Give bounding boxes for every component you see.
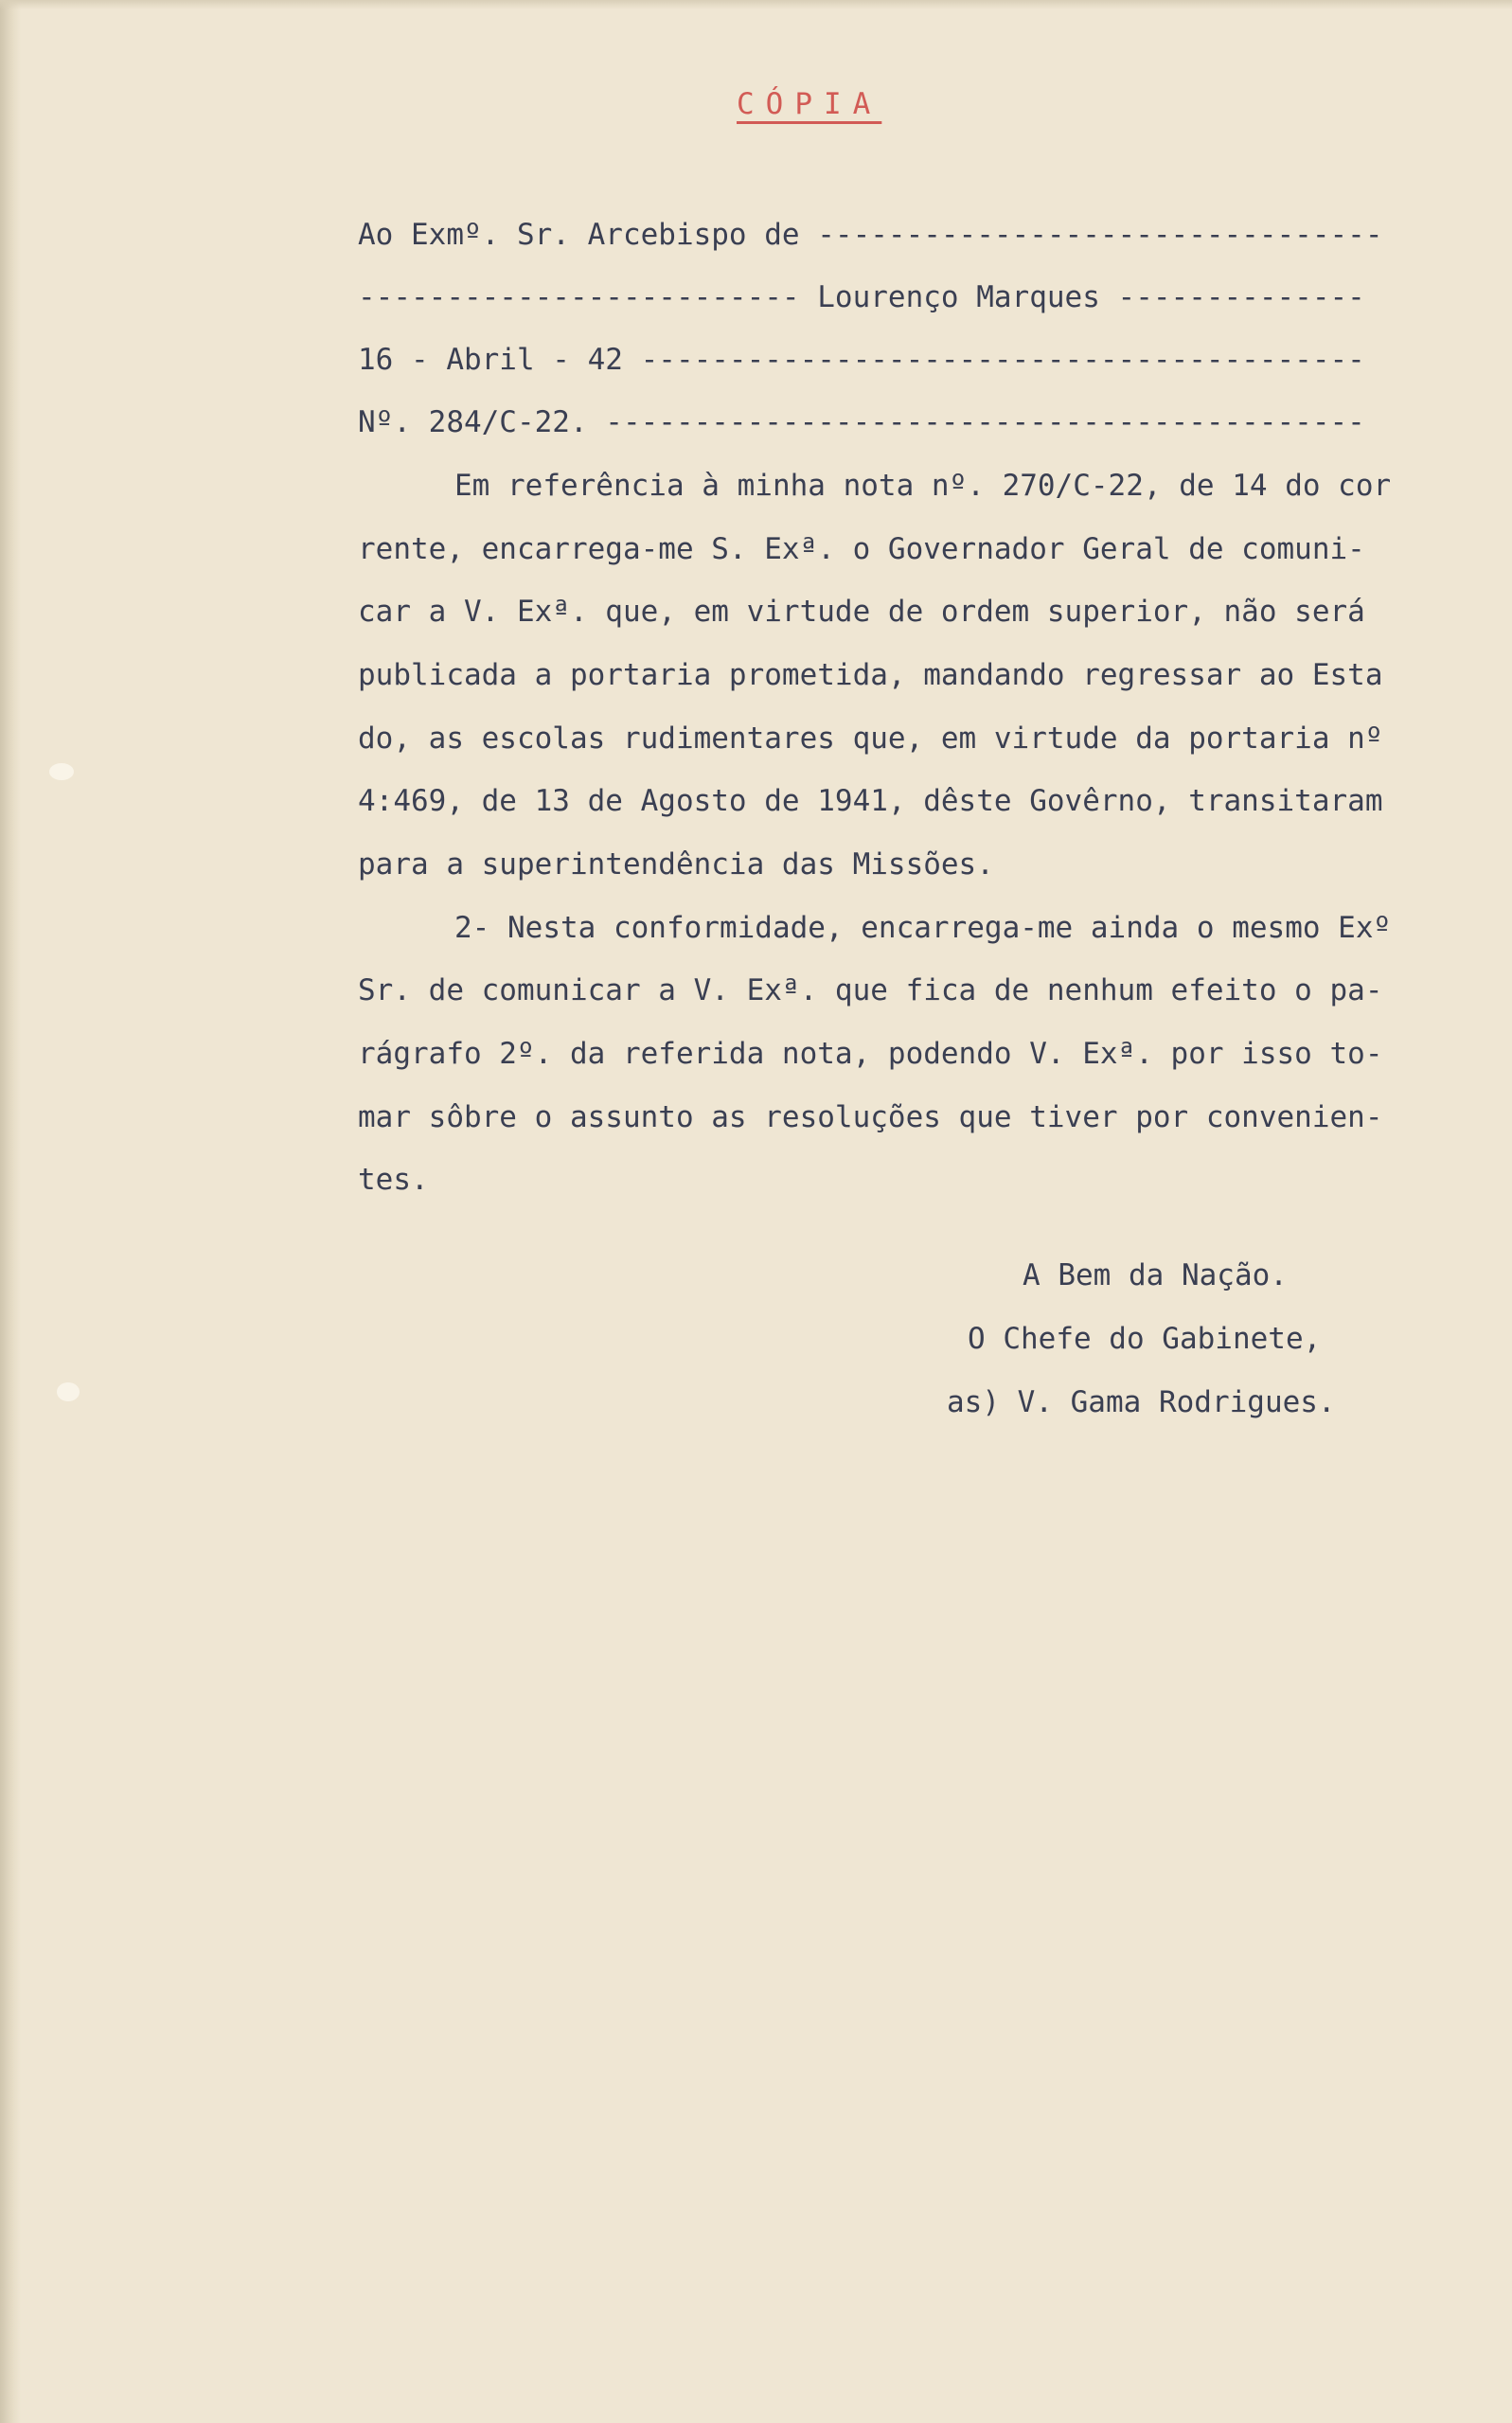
paper-blemish	[49, 763, 74, 780]
paragraph2-line: 2- Nesta conformidade, encarrega-me ainda o mesmo Exº	[454, 911, 1392, 945]
paper-blemish	[57, 1382, 80, 1401]
paragraph2-line: Sr. de comunicar a V. Exª. que fica de nenhum efeito o pa-	[358, 973, 1383, 1007]
signature-line: as) V. Gama Rodrigues.	[947, 1385, 1336, 1419]
paragraph2-line: mar sôbre o assunto as resoluções que tiver por convenien-	[358, 1100, 1383, 1134]
paragraph1-line: car a V. Exª. que, em virtude de ordem superior, não será	[358, 595, 1365, 629]
paragraph2-line: rágrafo 2º. da referida nota, podendo V. Exª. por isso to-	[358, 1037, 1383, 1071]
reference-number-line: Nº. 284/C-22. -------------------------------------------	[358, 405, 1365, 439]
paper-top-shadow	[0, 0, 1512, 9]
address-line-recipient: Ao Exmº. Sr. Arcebispo de --------------------------------	[358, 218, 1383, 252]
paragraph1-line: para a superintendência das Missões.	[358, 847, 994, 882]
paragraph1-line: rente, encarrega-me S. Exª. o Governador Geral de comuni-	[358, 532, 1365, 566]
paragraph1-line: do, as escolas rudimentares que, em virtude da portaria nº	[358, 722, 1383, 756]
closing-salutation: A Bem da Nação.	[1023, 1258, 1288, 1292]
signer-title: O Chefe do Gabinete,	[968, 1322, 1322, 1356]
paragraph2-line: tes.	[358, 1163, 429, 1197]
paragraph1-line: Em referência à minha nota nº. 270/C-22, de 14 do cor	[454, 469, 1392, 503]
paper-edge-shadow	[0, 0, 21, 2423]
date-line: 16 - Abril - 42 -----------------------------------------	[358, 343, 1365, 377]
paragraph1-line: publicada a portaria prometida, mandando regressar ao Esta	[358, 658, 1383, 692]
document-heading: CÓPIA	[737, 87, 882, 121]
paragraph1-line: 4:469, de 13 de Agosto de 1941, dêste Govêrno, transitaram	[358, 784, 1383, 818]
address-line-city: ------------------------- Lourenço Marques --------------	[358, 280, 1365, 314]
